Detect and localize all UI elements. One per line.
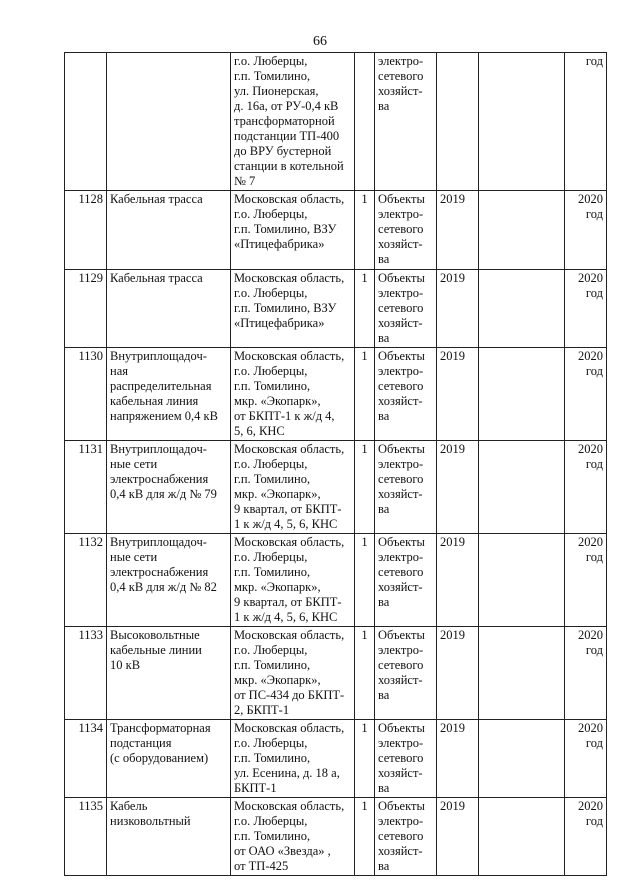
object-name-cell: Внутриплощадоч- ные сети электроснабжения 0,4 кВ для ж/д № 82 (107, 534, 231, 627)
table-row (65, 270, 607, 348)
address-cell: Московская область, г.о. Люберцы, г.п. Томилино, мкр. «Экопарк», 9 квартал, от БКПТ- 1 к ж/д 4, 5, 6, КНС (231, 534, 355, 627)
term-cell: 2020 год (565, 441, 607, 534)
empty-cell (479, 53, 565, 191)
empty-cell (479, 348, 565, 441)
category-cell: Объекты электро- сетевого хозяйст- ва (375, 534, 437, 627)
empty-cell (479, 534, 565, 627)
quantity-cell: 1 (355, 627, 375, 720)
address-cell: г.о. Люберцы, г.п. Томилино, ул. Пионерская, д. 16а, от РУ-0,4 кВ трансформаторной подстанции ТП-400 до ВРУ бустерной станции в котельной № 7 (231, 53, 355, 191)
quantity-cell: 1 (355, 270, 375, 348)
address-cell: Московская область, г.о. Люберцы, г.п. Томилино, ВЗУ «Птицефабрика» (231, 270, 355, 348)
category-cell: Объекты электро- сетевого хозяйст- ва (375, 270, 437, 348)
quantity-cell: 1 (355, 798, 375, 876)
object-name-cell: Высоковольтные кабельные линии 10 кВ (107, 627, 231, 720)
year-cell (437, 53, 479, 191)
quantity-cell: 1 (355, 534, 375, 627)
row-number-cell: 1135 (65, 798, 107, 876)
object-name-cell: Кабель низковольтный (107, 798, 231, 876)
table-row (65, 53, 607, 191)
row-number-cell: 1129 (65, 270, 107, 348)
category-cell: Объекты электро- сетевого хозяйст- ва (375, 627, 437, 720)
row-number-cell (65, 53, 107, 191)
table-row (65, 720, 607, 798)
address-cell: Московская область, г.о. Люберцы, г.п. Томилино, мкр. «Экопарк», от ПС-434 до БКПТ- 2, БКПТ-1 (231, 627, 355, 720)
row-number-cell: 1133 (65, 627, 107, 720)
term-cell: 2020 год (565, 798, 607, 876)
quantity-cell (355, 53, 375, 191)
empty-cell (479, 798, 565, 876)
row-number-cell: 1130 (65, 348, 107, 441)
year-cell: 2019 (437, 627, 479, 720)
page-number: 66 (313, 34, 327, 49)
term-cell: 2020 год (565, 270, 607, 348)
object-name-cell: Кабельная трасса (107, 191, 231, 270)
address-cell: Московская область, г.о. Люберцы, г.п. Томилино, ВЗУ «Птицефабрика» (231, 191, 355, 270)
category-cell: Объекты электро- сетевого хозяйст- ва (375, 798, 437, 876)
quantity-cell: 1 (355, 441, 375, 534)
table-row (65, 627, 607, 720)
row-number-cell: 1128 (65, 191, 107, 270)
object-name-cell (107, 53, 231, 191)
category-cell: Объекты электро- сетевого хозяйст- ва (375, 441, 437, 534)
table-row (65, 191, 607, 270)
category-cell: Объекты электро- сетевого хозяйст- ва (375, 720, 437, 798)
empty-cell (479, 270, 565, 348)
category-cell: Объекты электро- сетевого хозяйст- ва (375, 191, 437, 270)
quantity-cell: 1 (355, 720, 375, 798)
address-cell: Московская область, г.о. Люберцы, г.п. Томилино, мкр. «Экопарк», от БКПТ-1 к ж/д 4, 5, 6, КНС (231, 348, 355, 441)
empty-cell (479, 191, 565, 270)
object-name-cell: Внутриплощадоч- ные сети электроснабжения 0,4 кВ для ж/д № 79 (107, 441, 231, 534)
object-name-cell: Внутриплощадоч- ная распределительная кабельная линия напряжением 0,4 кВ (107, 348, 231, 441)
year-cell: 2019 (437, 191, 479, 270)
quantity-cell: 1 (355, 348, 375, 441)
row-number-cell: 1134 (65, 720, 107, 798)
table-row (65, 348, 607, 441)
quantity-cell: 1 (355, 191, 375, 270)
year-cell: 2019 (437, 720, 479, 798)
object-name-cell: Кабельная трасса (107, 270, 231, 348)
category-cell: Объекты электро- сетевого хозяйст- ва (375, 348, 437, 441)
term-cell: 2020 год (565, 534, 607, 627)
term-cell: 2020 год (565, 627, 607, 720)
row-number-cell: 1132 (65, 534, 107, 627)
year-cell: 2019 (437, 270, 479, 348)
term-cell: год (565, 53, 607, 191)
year-cell: 2019 (437, 348, 479, 441)
year-cell: 2019 (437, 798, 479, 876)
term-cell: 2020 год (565, 720, 607, 798)
empty-cell (479, 627, 565, 720)
term-cell: 2020 год (565, 191, 607, 270)
table-body (65, 53, 607, 876)
address-cell: Московская область, г.о. Люберцы, г.п. Томилино, от ОАО «Звезда» , от ТП-425 (231, 798, 355, 876)
category-cell: электро- сетевого хозяйст- ва (375, 53, 437, 191)
address-cell: Московская область, г.о. Люберцы, г.п. Томилино, мкр. «Экопарк», 9 квартал, от БКПТ- 1 к ж/д 4, 5, 6, КНС (231, 441, 355, 534)
empty-cell (479, 720, 565, 798)
table-row (65, 798, 607, 876)
row-number-cell: 1131 (65, 441, 107, 534)
year-cell: 2019 (437, 441, 479, 534)
register-table (64, 52, 607, 876)
table-row (65, 441, 607, 534)
address-cell: Московская область, г.о. Люберцы, г.п. Томилино, ул. Есенина, д. 18 а, БКПТ-1 (231, 720, 355, 798)
term-cell: 2020 год (565, 348, 607, 441)
object-name-cell: Трансформаторная подстанция (с оборудованием) (107, 720, 231, 798)
year-cell: 2019 (437, 534, 479, 627)
table-row (65, 534, 607, 627)
empty-cell (479, 441, 565, 534)
